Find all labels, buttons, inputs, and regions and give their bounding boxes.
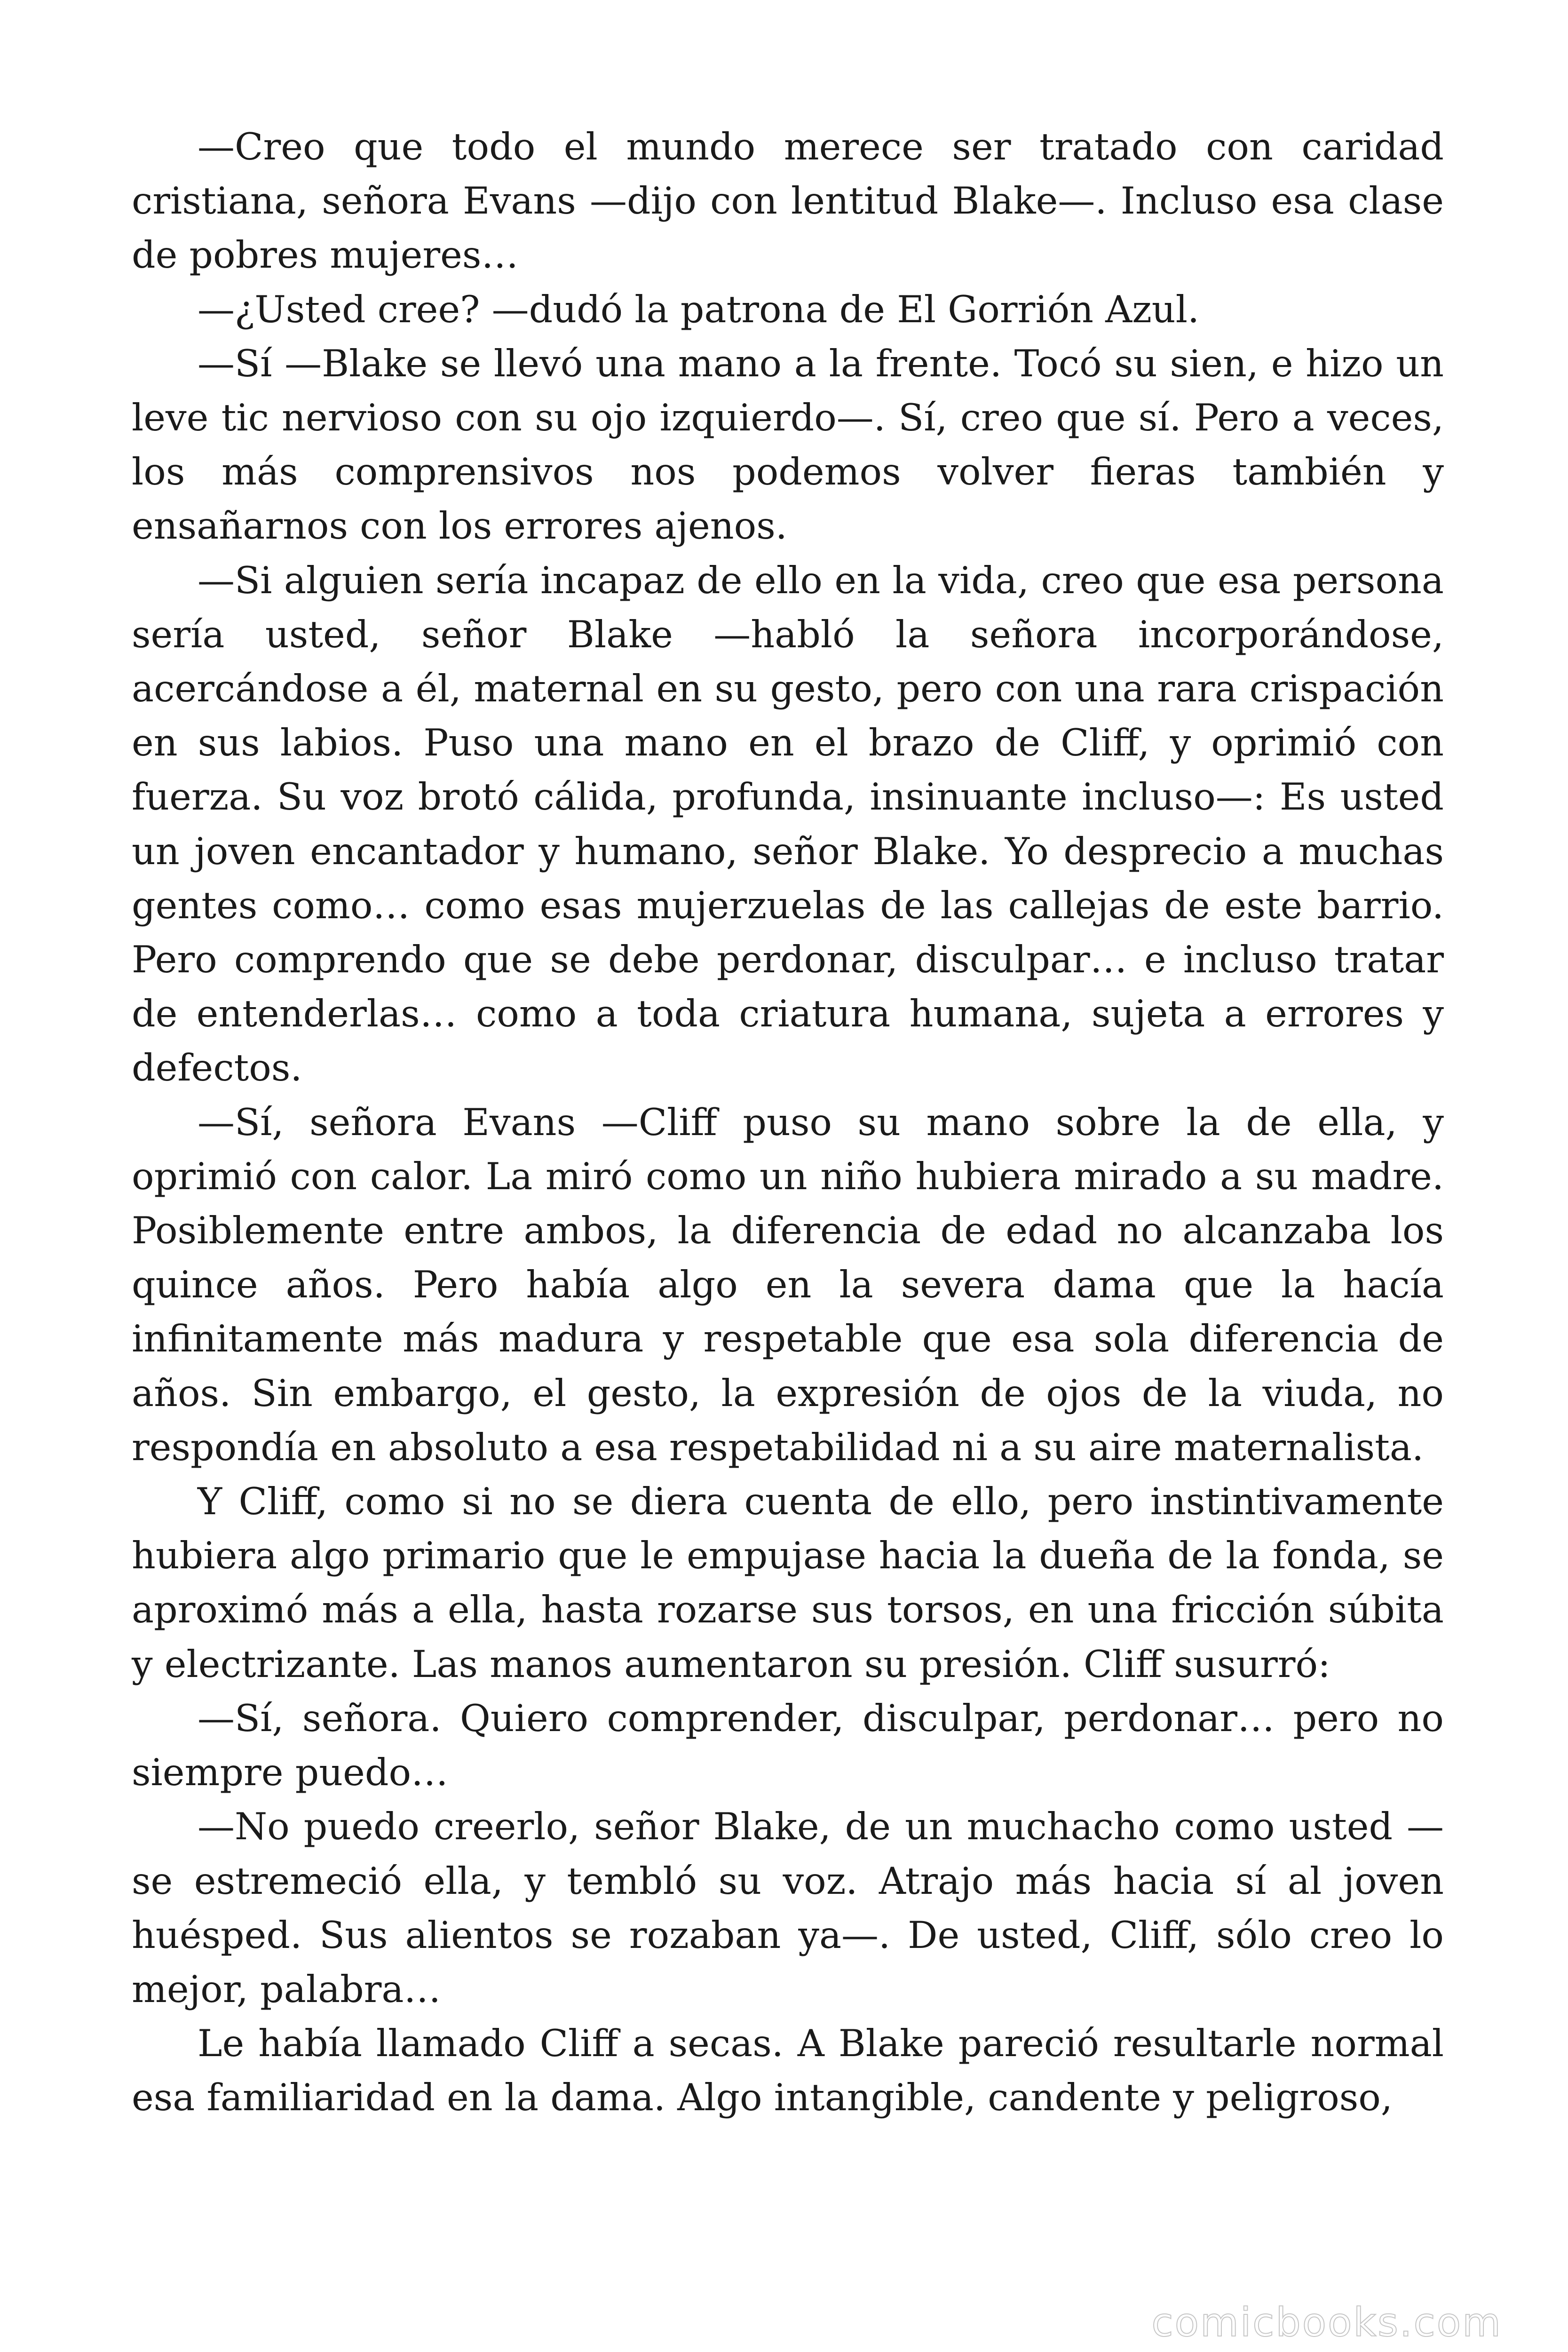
paragraph: —Sí —Blake se llevó una mano a la frente. Tocó su sien, e hizo un leve tic nervioso con su ojo izquierdo—. Sí, creo que sí. Pero a veces, los más comprensivos nos podemos volver fieras también y ensañarnos con los errores ajenos.: [132, 342, 1444, 548]
paragraph: —Sí, señora Evans —Cliff puso su mano sobre la de ella, y oprimió con calor. La miró como un niño hubiera mirado a su madre. Posiblemente entre ambos, la diferencia de edad no alcanzaba los quince años. Pero había algo en la severa dama que la hacía infinitamente más madura y respetable que esa sola diferencia de años. Sin embargo, el gesto, la expresión de ojos de la viuda, no respondía en absoluto a esa respetabilidad ni a su aire maternalista.: [132, 1100, 1444, 1469]
paragraph: —Si alguien sería incapaz de ello en la vida, creo que esa persona sería usted, señor Blake —habló la señora incorporándose, acercándose a él, maternal en su gesto, pero con una rara crispación en sus labios. Puso una mano en el brazo de Cliff, y oprimió con fuerza. Su voz brotó cálida, profunda, insinuante incluso—: Es usted un joven encantador y humano, señor Blake. Yo desprecio a muchas gentes como… como esas mujerzuelas de las callejas de este barrio. Pero comprendo que se debe perdonar, disculpar… e incluso tratar de entenderlas… como a toda criatura humana, sujeta a errores y defectos.: [132, 558, 1444, 1090]
paragraph: —Sí, señora. Quiero comprender, disculpar, perdonar… pero no siempre puedo…: [132, 1696, 1444, 1795]
paragraph: Y Cliff, como si no se diera cuenta de ello, pero instintivamente hubiera algo primario que le empujase hacia la dueña de la fonda, se aproximó más a ella, hasta rozarse sus torsos, en una fricción súbita y electrizante. Las manos aumentaron su presión. Cliff susurró:: [132, 1480, 1444, 1686]
paragraph: —No puedo creerlo, señor Blake, de un muchacho como usted —se estremeció ella, y tembló su voz. Atrajo más hacia sí al joven huésped. Sus alientos se rozaban ya—. De usted, Cliff, sólo creo lo mejor, palabra…: [132, 1805, 1444, 2011]
page-text: [132, 120, 1444, 2190]
paragraph: —Creo que todo el mundo merece ser tratado con caridad cristiana, señora Evans —dijo con lentitud Blake—. Incluso esa clase de pobres mujeres…: [132, 125, 1444, 277]
watermark: comicbooks.com: [1151, 2299, 1502, 2345]
paragraph: Le había llamado Cliff a secas. A Blake pareció resultarle normal esa familiaridad en la dama. Algo intangible, candente y peligroso,: [132, 2022, 1444, 2120]
paragraph: —¿Usted cree? —dudó la patrona de El Gorrión Azul.: [198, 287, 1200, 331]
